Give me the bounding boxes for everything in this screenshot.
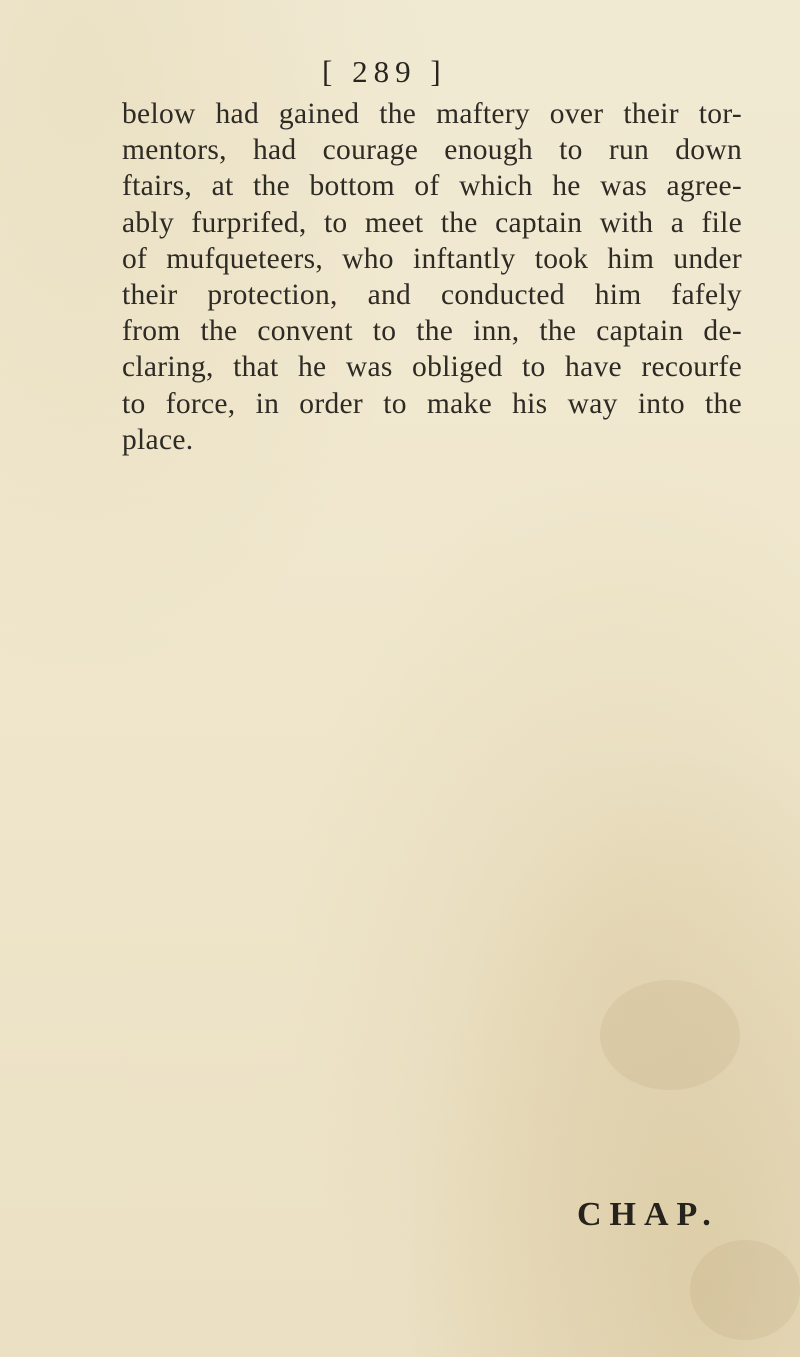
text-line: ftairs, at the bottom of which he was agree- xyxy=(122,170,742,203)
body-text xyxy=(122,96,742,458)
text-line: their protection, and conducted him fafely xyxy=(122,279,742,312)
text-line: mentors, had courage enough to run down xyxy=(122,134,742,167)
text-line: ably furprifed, to meet the captain with a file xyxy=(122,206,742,239)
text-line: to force, in order to make his way into the xyxy=(122,387,742,420)
paper-stain xyxy=(600,980,740,1090)
page-number: [ 289 ] xyxy=(322,54,447,89)
text-line: of mufqueteers, who inftantly took him under xyxy=(122,242,742,275)
text-line: claring, that he was obliged to have recourfe xyxy=(122,351,742,384)
text-line: below had gained the maftery over their tor- xyxy=(122,98,742,130)
text-line: from the convent to the inn, the captain de- xyxy=(122,315,742,348)
catchword: CHAP. xyxy=(577,1196,719,1233)
paper-stain xyxy=(690,1240,800,1340)
text-line: place. xyxy=(122,423,194,456)
